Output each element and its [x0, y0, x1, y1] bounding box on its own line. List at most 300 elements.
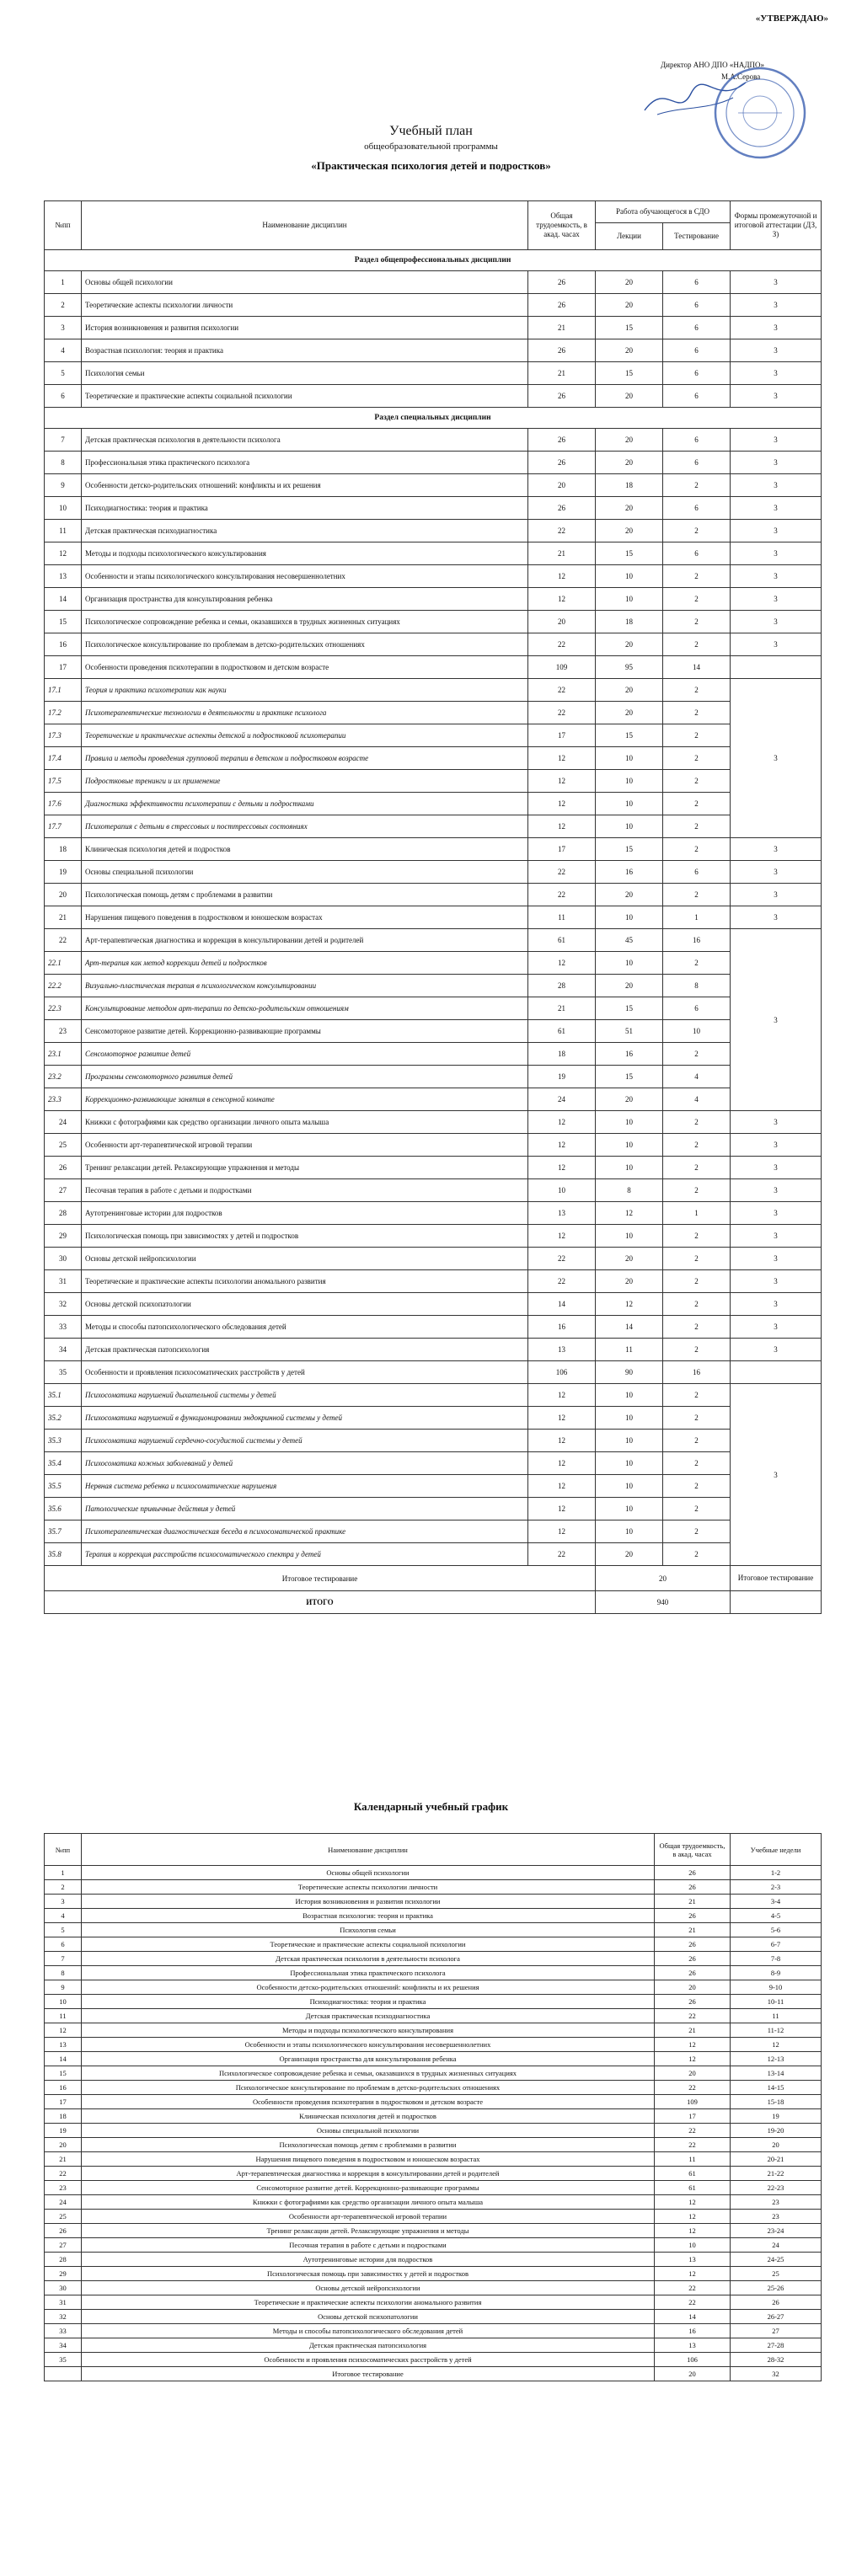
- total-row: [45, 1591, 822, 1614]
- calendar-row: [45, 2167, 822, 2181]
- row-name: Теория и практика психотерапии как науки: [82, 679, 528, 702]
- subtopic-row: [45, 793, 822, 815]
- cal-weeks: 25: [731, 2267, 822, 2281]
- row-lectures: 8: [596, 1179, 663, 1202]
- cal-weeks: 24-25: [731, 2253, 822, 2267]
- row-name: Психосоматика кожных заболеваний у детей: [82, 1452, 528, 1475]
- row-lectures: 10: [596, 1498, 663, 1520]
- row-name: Психотерапия с детьми в стрессовых и посттрессовых состояниях: [82, 815, 528, 838]
- program-name: «Практическая психология детей и подростков»: [311, 159, 551, 172]
- row-testing: 2: [663, 1316, 731, 1339]
- row-form: 3: [731, 1270, 822, 1293]
- row-testing: 2: [663, 1157, 731, 1179]
- total-hours: 940: [596, 1591, 731, 1614]
- row-testing: 6: [663, 339, 731, 362]
- row-num: 17.7: [45, 815, 82, 838]
- cal-num: 32: [45, 2310, 82, 2324]
- total-form: [731, 1591, 822, 1614]
- calendar-row: [45, 2281, 822, 2295]
- row-lectures: 20: [596, 520, 663, 542]
- discipline-row: [45, 1316, 822, 1339]
- cal-weeks: 11-12: [731, 2023, 822, 2038]
- row-total: 12: [528, 747, 596, 770]
- row-num: 14: [45, 588, 82, 611]
- row-name: Патологические привычные действия у детей: [82, 1498, 528, 1520]
- row-name: Терапия и коррекция расстройств психосоматического спектра у детей: [82, 1543, 528, 1566]
- row-name: Методы и подходы психологического консультирования: [82, 542, 528, 565]
- row-testing: 16: [663, 1361, 731, 1384]
- cal-weeks: 21-22: [731, 2167, 822, 2181]
- row-num: 23.2: [45, 1066, 82, 1088]
- row-lectures: 10: [596, 793, 663, 815]
- cal-total: 11: [655, 2152, 731, 2167]
- cal-num: 14: [45, 2052, 82, 2066]
- row-num: 28: [45, 1202, 82, 1225]
- row-testing: 2: [663, 952, 731, 975]
- row-num: 35.7: [45, 1520, 82, 1543]
- discipline-row: [45, 1293, 822, 1316]
- discipline-row: [45, 565, 822, 588]
- cal-weeks: 11: [731, 2009, 822, 2023]
- cal-num: 16: [45, 2081, 82, 2095]
- row-testing: 2: [663, 702, 731, 724]
- row-num: 7: [45, 429, 82, 452]
- discipline-row: [45, 1179, 822, 1202]
- row-testing: 16: [663, 929, 731, 952]
- cal-num: 20: [45, 2138, 82, 2152]
- cal-num: 10: [45, 1995, 82, 2009]
- row-lectures: 20: [596, 1248, 663, 1270]
- row-lectures: 12: [596, 1293, 663, 1316]
- cal-total: 17: [655, 2109, 731, 2124]
- row-form: 3: [731, 1248, 822, 1270]
- row-num: 33: [45, 1316, 82, 1339]
- row-num: 25: [45, 1134, 82, 1157]
- cal-name: Детская практическая психодиагностика: [82, 2009, 655, 2023]
- row-testing: 4: [663, 1088, 731, 1111]
- cal-total: 12: [655, 2052, 731, 2066]
- cal-name: Книжки с фотографиями как средство организации личного опыта малыша: [82, 2195, 655, 2210]
- row-lectures: 20: [596, 633, 663, 656]
- cal-weeks: 8-9: [731, 1966, 822, 1980]
- cal-name: Тренинг релаксации детей. Релаксирующие упражнения и методы: [82, 2224, 655, 2238]
- row-num: 15: [45, 611, 82, 633]
- cal-col-name: Наименование дисциплин: [82, 1834, 655, 1866]
- cal-name: Нарушения пищевого поведения в подростковом и юношеском возрастах: [82, 2152, 655, 2167]
- row-name: Подростковые тренинги и их применение: [82, 770, 528, 793]
- cal-total: 12: [655, 2224, 731, 2238]
- cal-name: Теоретические аспекты психологии личности: [82, 1880, 655, 1895]
- row-form: 3: [731, 1293, 822, 1316]
- row-name: История возникновения и развития психологии: [82, 317, 528, 339]
- cal-name: Клиническая психология детей и подростков: [82, 2109, 655, 2124]
- row-lectures: 10: [596, 565, 663, 588]
- row-form: 3: [731, 1157, 822, 1179]
- cal-name: Методы и способы патопсихологического обследования детей: [82, 2324, 655, 2338]
- row-name: Основы специальной психологии: [82, 861, 528, 884]
- cal-weeks: 3-4: [731, 1895, 822, 1909]
- row-testing: 6: [663, 452, 731, 474]
- cal-total: 12: [655, 2195, 731, 2210]
- row-num: 4: [45, 339, 82, 362]
- col-work: Работа обучающегося в СДО: [596, 201, 731, 223]
- row-num: 35.1: [45, 1384, 82, 1407]
- cal-num: 29: [45, 2267, 82, 2281]
- subtopic-row: [45, 724, 822, 747]
- row-form: 3: [731, 565, 822, 588]
- subtopic-row: [45, 815, 822, 838]
- row-total: 12: [528, 1225, 596, 1248]
- row-num: 34: [45, 1339, 82, 1361]
- calendar-row: [45, 1980, 822, 1995]
- row-lectures: 95: [596, 656, 663, 679]
- director-title: Директор АНО ДПО «НАДПО»: [661, 61, 765, 69]
- cal-weeks: 23: [731, 2210, 822, 2224]
- row-num: 23.1: [45, 1043, 82, 1066]
- row-testing: 2: [663, 1225, 731, 1248]
- calendar-row: [45, 1909, 822, 1923]
- row-num: 23: [45, 1020, 82, 1043]
- row-total: 21: [528, 362, 596, 385]
- row-name: Методы и способы патопсихологического обследования детей: [82, 1316, 528, 1339]
- row-total: 26: [528, 339, 596, 362]
- row-testing: 6: [663, 429, 731, 452]
- row-name: Детская практическая психология в деятельности психолога: [82, 429, 528, 452]
- calendar-row: [45, 2310, 822, 2324]
- row-name: Психосоматика нарушений сердечно-сосудистой системы у детей: [82, 1430, 528, 1452]
- cal-weeks: 19: [731, 2109, 822, 2124]
- row-testing: 2: [663, 1179, 731, 1202]
- row-form: 3: [731, 611, 822, 633]
- discipline-row: [45, 611, 822, 633]
- subtopic-row: [45, 1384, 822, 1407]
- row-name: Психотерапевтическая диагностическая беседа в психосоматической практике: [82, 1520, 528, 1543]
- row-lectures: 11: [596, 1339, 663, 1361]
- subtopic-row: [45, 1543, 822, 1566]
- row-name: Арт-терапевтическая диагностика и коррекция в консультировании детей и родителей: [82, 929, 528, 952]
- cal-total: 16: [655, 2324, 731, 2338]
- cal-total: 26: [655, 1866, 731, 1880]
- cal-total: 21: [655, 1895, 731, 1909]
- calendar-row: [45, 2224, 822, 2238]
- row-name: Психологическая помощь детям с проблемами в развитии: [82, 884, 528, 906]
- cal-num: 35: [45, 2353, 82, 2367]
- row-lectures: 20: [596, 497, 663, 520]
- col-lectures: Лекции: [596, 223, 663, 250]
- row-total: 12: [528, 1498, 596, 1520]
- row-lectures: 10: [596, 952, 663, 975]
- row-lectures: 10: [596, 906, 663, 929]
- col-forms: Формы промежуточной и итоговой аттестации (ДЗ, З): [731, 201, 822, 250]
- cal-weeks: 26-27: [731, 2310, 822, 2324]
- cal-num: 11: [45, 2009, 82, 2023]
- row-lectures: 20: [596, 702, 663, 724]
- cal-name: Психологическое сопровождение ребенка и семьи, оказавшихся в трудных жизненных ситуациях: [82, 2066, 655, 2081]
- row-num: 32: [45, 1293, 82, 1316]
- row-name: Нарушения пищевого поведения в подростковом и юношеском возрастах: [82, 906, 528, 929]
- cal-name: Профессиональная этика практического психолога: [82, 1966, 655, 1980]
- discipline-row: [45, 1111, 822, 1134]
- row-total: 20: [528, 474, 596, 497]
- cal-name: Аутотренинговые истории для подростков: [82, 2253, 655, 2267]
- row-num: 11: [45, 520, 82, 542]
- cal-num: 30: [45, 2281, 82, 2295]
- row-num: 19: [45, 861, 82, 884]
- calendar-row: [45, 2109, 822, 2124]
- cal-num: 25: [45, 2210, 82, 2224]
- row-name: Песочная терапия в работе с детьми и подростками: [82, 1179, 528, 1202]
- row-name: Сенсомоторное развитие детей: [82, 1043, 528, 1066]
- calendar-row: [45, 2324, 822, 2338]
- row-name: Визуально-пластическая терапия в психологическом консультировании: [82, 975, 528, 997]
- row-lectures: 45: [596, 929, 663, 952]
- row-total: 12: [528, 1111, 596, 1134]
- cal-num: 34: [45, 2338, 82, 2353]
- row-num: 17.1: [45, 679, 82, 702]
- cal-name: Сенсомоторное развитие детей. Коррекционно-развивающие программы: [82, 2181, 655, 2195]
- row-testing: 2: [663, 815, 731, 838]
- cal-num: 12: [45, 2023, 82, 2038]
- row-name: Психологическое сопровождение ребенка и семьи, оказавшихся в трудных жизненных ситуациях: [82, 611, 528, 633]
- row-name: Профессиональная этика практического психолога: [82, 452, 528, 474]
- row-lectures: 10: [596, 1225, 663, 1248]
- row-lectures: 20: [596, 1543, 663, 1566]
- cal-num: 22: [45, 2167, 82, 2181]
- row-name: Книжки с фотографиями как средство организации личного опыта малыша: [82, 1111, 528, 1134]
- row-testing: 6: [663, 997, 731, 1020]
- row-num: 17.3: [45, 724, 82, 747]
- row-name: Теоретические и практические аспекты детской и подростковой психотерапии: [82, 724, 528, 747]
- calendar-row: [45, 2095, 822, 2109]
- discipline-row: [45, 861, 822, 884]
- row-testing: 1: [663, 906, 731, 929]
- row-testing: 10: [663, 1020, 731, 1043]
- subtopic-row: [45, 1498, 822, 1520]
- row-total: 12: [528, 1430, 596, 1452]
- row-total: 13: [528, 1339, 596, 1361]
- cal-weeks: 25-26: [731, 2281, 822, 2295]
- cal-num: [45, 2367, 82, 2381]
- calendar-row: [45, 2253, 822, 2267]
- row-name: Особенности проведения психотерапии в подростковом и детском возрасте: [82, 656, 528, 679]
- cal-weeks: 27-28: [731, 2338, 822, 2353]
- cal-num: 28: [45, 2253, 82, 2267]
- discipline-row: [45, 1270, 822, 1293]
- section-title: Раздел общепрофессиональных дисциплин: [45, 250, 822, 271]
- col-total: Общая трудоемкость, в акад. часах: [528, 201, 596, 250]
- cal-total: 22: [655, 2138, 731, 2152]
- row-form: 3: [731, 1202, 822, 1225]
- discipline-row: [45, 271, 822, 294]
- row-name: Основы общей психологии: [82, 271, 528, 294]
- row-total: 17: [528, 838, 596, 861]
- cal-total: 20: [655, 2066, 731, 2081]
- row-num: 22.2: [45, 975, 82, 997]
- row-testing: 2: [663, 1043, 731, 1066]
- calendar-row: [45, 2052, 822, 2066]
- row-num: 22.3: [45, 997, 82, 1020]
- row-num: 17.5: [45, 770, 82, 793]
- row-lectures: 15: [596, 317, 663, 339]
- calendar-row: [45, 2338, 822, 2353]
- cal-total: 22: [655, 2295, 731, 2310]
- calendar-row: [45, 2267, 822, 2281]
- row-total: 12: [528, 793, 596, 815]
- row-total: 26: [528, 497, 596, 520]
- row-num: 22.1: [45, 952, 82, 975]
- row-num: 35: [45, 1361, 82, 1384]
- cal-weeks: 15-18: [731, 2095, 822, 2109]
- row-testing: 2: [663, 724, 731, 747]
- calendar-row: [45, 1952, 822, 1966]
- cal-name: История возникновения и развития психологии: [82, 1895, 655, 1909]
- cal-weeks: 5-6: [731, 1923, 822, 1937]
- row-num: 8: [45, 452, 82, 474]
- row-total: 22: [528, 520, 596, 542]
- final-label: Итоговое тестирование: [45, 1566, 596, 1591]
- row-form: 3: [731, 429, 822, 452]
- row-testing: 2: [663, 1293, 731, 1316]
- row-form: 3: [731, 385, 822, 408]
- row-form: 3: [731, 452, 822, 474]
- row-lectures: 18: [596, 611, 663, 633]
- row-total: 22: [528, 702, 596, 724]
- row-total: 26: [528, 429, 596, 452]
- row-num: 35.6: [45, 1498, 82, 1520]
- row-testing: 6: [663, 271, 731, 294]
- cal-total: 14: [655, 2310, 731, 2324]
- subtopic-row: [45, 1520, 822, 1543]
- cal-total: 26: [655, 1952, 731, 1966]
- row-lectures: 10: [596, 1475, 663, 1498]
- row-testing: 2: [663, 1134, 731, 1157]
- cal-total: 13: [655, 2338, 731, 2353]
- row-name: Особенности и этапы психологического консультирования несовершеннолетних: [82, 565, 528, 588]
- cal-weeks: 6-7: [731, 1937, 822, 1952]
- discipline-row: [45, 542, 822, 565]
- cal-weeks: 23-24: [731, 2224, 822, 2238]
- row-lectures: 10: [596, 1452, 663, 1475]
- cal-name: Итоговое тестирование: [82, 2367, 655, 2381]
- cal-total: 21: [655, 1923, 731, 1937]
- row-total: 22: [528, 861, 596, 884]
- row-num: 31: [45, 1270, 82, 1293]
- cal-total: 26: [655, 1909, 731, 1923]
- row-lectures: 16: [596, 861, 663, 884]
- row-lectures: 20: [596, 1270, 663, 1293]
- row-lectures: 10: [596, 1430, 663, 1452]
- calendar-row: [45, 1880, 822, 1895]
- row-name: Психосоматика нарушений дыхательной системы у детей: [82, 1384, 528, 1407]
- cal-total: 26: [655, 1995, 731, 2009]
- row-total: 22: [528, 1270, 596, 1293]
- row-num: 35.2: [45, 1407, 82, 1430]
- cal-num: 24: [45, 2195, 82, 2210]
- calendar-row: [45, 1866, 822, 1880]
- cal-weeks: 24: [731, 2238, 822, 2253]
- row-form: 3: [731, 679, 822, 838]
- cal-weeks: 20-21: [731, 2152, 822, 2167]
- row-lectures: 10: [596, 1520, 663, 1543]
- cal-name: Психодиагностика: теория и практика: [82, 1995, 655, 2009]
- calendar-row: [45, 2066, 822, 2081]
- row-total: 20: [528, 611, 596, 633]
- subtopic-row: [45, 1407, 822, 1430]
- calendar-row: [45, 2195, 822, 2210]
- cal-num: 18: [45, 2109, 82, 2124]
- calendar-row: [45, 2181, 822, 2195]
- row-total: 26: [528, 271, 596, 294]
- discipline-row: [45, 1361, 822, 1384]
- subtopic-row: [45, 1088, 822, 1111]
- cal-weeks: 2-3: [731, 1880, 822, 1895]
- row-num: 35.4: [45, 1452, 82, 1475]
- cal-total: 20: [655, 2367, 731, 2381]
- cal-name: Методы и подходы психологического консультирования: [82, 2023, 655, 2038]
- row-num: 17.2: [45, 702, 82, 724]
- row-num: 16: [45, 633, 82, 656]
- cal-total: 61: [655, 2181, 731, 2195]
- cal-total: 13: [655, 2253, 731, 2267]
- cal-total: 12: [655, 2267, 731, 2281]
- row-num: 35.8: [45, 1543, 82, 1566]
- row-testing: 2: [663, 520, 731, 542]
- row-testing: 2: [663, 884, 731, 906]
- row-form: 3: [731, 838, 822, 861]
- calendar-row: [45, 2081, 822, 2095]
- cal-num: 13: [45, 2038, 82, 2052]
- cal-name: Психологическая помощь при зависимостях у детей и подростков: [82, 2267, 655, 2281]
- row-name: Тренинг релаксации детей. Релаксирующие упражнения и методы: [82, 1157, 528, 1179]
- cal-weeks: 12-13: [731, 2052, 822, 2066]
- row-form: 3: [731, 1225, 822, 1248]
- approval-mark: «УТВЕРЖДАЮ»: [755, 13, 828, 24]
- row-lectures: 10: [596, 815, 663, 838]
- row-total: 12: [528, 1407, 596, 1430]
- discipline-row: [45, 929, 822, 952]
- calendar-row: [45, 1895, 822, 1909]
- cal-total: 22: [655, 2124, 731, 2138]
- row-testing: 2: [663, 747, 731, 770]
- discipline-row: [45, 294, 822, 317]
- row-form: 3: [731, 1384, 822, 1566]
- row-lectures: 20: [596, 385, 663, 408]
- final-form: Итоговое тестирование: [731, 1566, 822, 1591]
- row-num: 30: [45, 1248, 82, 1270]
- row-testing: 2: [663, 1475, 731, 1498]
- cal-name: Основы специальной психологии: [82, 2124, 655, 2138]
- row-num: 12: [45, 542, 82, 565]
- row-testing: 6: [663, 385, 731, 408]
- row-name: Нервная система ребенка и психосоматические нарушения: [82, 1475, 528, 1498]
- discipline-row: [45, 339, 822, 362]
- row-num: 20: [45, 884, 82, 906]
- cal-name: Основы детской нейропсихологии: [82, 2281, 655, 2295]
- row-lectures: 14: [596, 1316, 663, 1339]
- subtopic-row: [45, 747, 822, 770]
- cal-num: 26: [45, 2224, 82, 2238]
- cal-weeks: 23: [731, 2195, 822, 2210]
- calendar-final-row: [45, 2367, 822, 2381]
- subtopic-row: [45, 1475, 822, 1498]
- calendar-row: [45, 2295, 822, 2310]
- row-total: 19: [528, 1066, 596, 1088]
- cal-num: 2: [45, 1880, 82, 1895]
- row-form: 3: [731, 271, 822, 294]
- discipline-row: [45, 520, 822, 542]
- cal-weeks: 1-2: [731, 1866, 822, 1880]
- cal-name: Особенности детско-родительских отношений: конфликты и их решения: [82, 1980, 655, 1995]
